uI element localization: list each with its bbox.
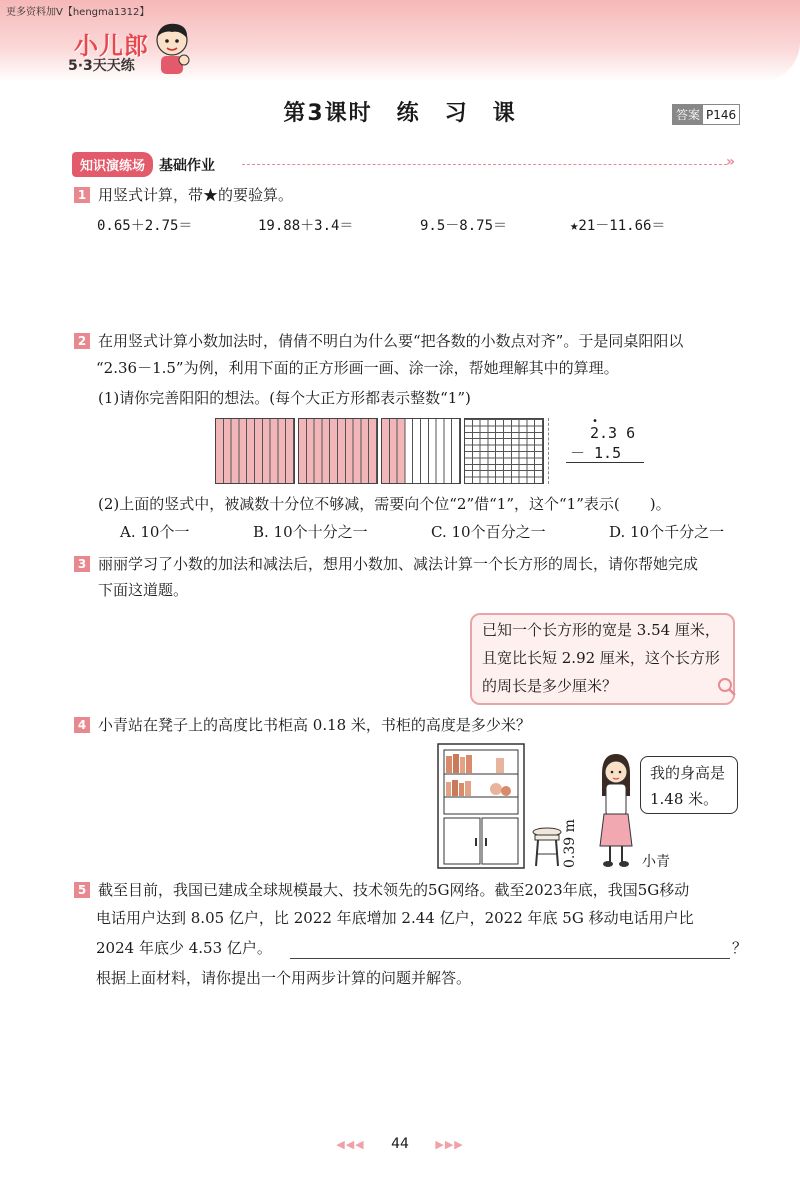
q2-option[interactable]: A. 10个一 xyxy=(120,523,190,541)
q5-line3: 2024 年底少 4.53 亿户。 xyxy=(96,939,272,957)
q2-option[interactable]: C. 10个百分之一 xyxy=(431,523,546,541)
q2-sub2: (2)上面的竖式中，被减数十分位不够减，需要向个位“2”借“1”，这个“1”表示( )。 xyxy=(98,495,671,513)
q3-line2: 下面这道题。 xyxy=(98,581,189,599)
answer-label: 答案 xyxy=(673,105,703,124)
q1-item: 9.5－8.75＝ xyxy=(420,218,508,234)
stool-height-label: 0.39 m xyxy=(562,819,578,868)
brand-series: 5·3天天练 xyxy=(68,58,135,74)
speech-line: 我的身高是 xyxy=(650,764,726,782)
lesson-title: 第3课时 练 习 课 xyxy=(283,101,517,126)
question-number: 3 xyxy=(74,556,90,572)
q5-question-mark: ？ xyxy=(732,939,748,957)
bubble-line: 且宽比长短 2.92 厘米，这个长方形 xyxy=(482,649,720,667)
section-tag: 知识演练场 xyxy=(72,152,153,177)
prev-arrows-icon: ◀◀◀ xyxy=(336,1138,365,1151)
magnifier-icon xyxy=(716,676,738,698)
q1-item: ★21－11.66＝ xyxy=(570,218,666,234)
bubble-line: 已知一个长方形的宽是 3.54 厘米， xyxy=(482,621,720,639)
question-number: 4 xyxy=(74,717,90,733)
bubble-line: 的周长是多少厘米？ xyxy=(482,677,618,695)
q5-line2: 电话用户达到 8.05 亿户，比 2022 年底增加 2.44 亿户，2022 年底 5G 移动电话用户比 xyxy=(96,909,694,927)
q4-text: 小青站在凳子上的高度比书柜高 0.18 米，书柜的高度是多少米？ xyxy=(98,716,531,734)
answer-page: P146 xyxy=(706,108,737,122)
girl-icon xyxy=(594,752,638,870)
girl-label: 小青 xyxy=(642,854,670,870)
unit-square-3 xyxy=(381,418,461,484)
q1-item: 0.65＋2.75＝ xyxy=(97,218,193,234)
q5-line4: 根据上面材料，请你提出一个用两步计算的问题并解答。 xyxy=(96,969,472,987)
vertical-row2: － 1.5 xyxy=(570,444,622,462)
brand-logo: 小儿郎 xyxy=(74,32,149,60)
unit-square-2 xyxy=(298,418,378,484)
next-arrows-icon: ▶▶▶ xyxy=(435,1138,464,1151)
top-note: 更多资料加V【hengma1312】 xyxy=(6,7,150,18)
question-blank-line[interactable] xyxy=(290,958,730,959)
q2-option[interactable]: B. 10个十分之一 xyxy=(253,523,368,541)
q1-item: 19.88＋3.4＝ xyxy=(258,218,354,234)
q2-option[interactable]: D. 10个千分之一 xyxy=(609,523,725,541)
hundred-grid-square xyxy=(464,418,544,484)
page-number: 44 xyxy=(391,1136,409,1152)
question-number: 1 xyxy=(74,187,90,203)
question-number: 5 xyxy=(74,882,90,898)
q2-sub1: (1)请你完善阳阳的想法。(每个大正方形都表示整数“1”) xyxy=(98,389,471,407)
section-header xyxy=(72,152,215,177)
section-arrow-icon: » xyxy=(726,154,736,170)
vertical-row1: 2.3 6 xyxy=(590,424,636,442)
unit-square-1 xyxy=(215,418,295,484)
q2-line1: 在用竖式计算小数加法时，倩倩不明白为什么要“把各数的小数点对齐”。于是同桌阳阳以 xyxy=(98,332,684,350)
q1-text: 用竖式计算，带★的要验算。 xyxy=(98,186,294,204)
borrow-dot: • xyxy=(592,416,599,427)
q2-line2: “2.36－1.5”为例，利用下面的正方形画一画、涂一涂，帮她理解其中的算理。 xyxy=(96,359,619,377)
page-footer xyxy=(0,1136,800,1152)
q3-line1: 丽丽学习了小数的加法和减法后，想用小数加、减法计算一个长方形的周长，请你帮她完成 xyxy=(98,555,699,573)
question-number: 2 xyxy=(74,333,90,349)
speech-line: 1.48 米。 xyxy=(650,790,719,808)
grid-divider xyxy=(548,418,549,484)
bookcase-icon xyxy=(436,742,526,870)
q5-line1: 截至目前，我国已建成全球规模最大、技术领先的5G网络。截至2023年底，我国5G移动 xyxy=(98,881,690,899)
answer-tag[interactable] xyxy=(672,104,740,125)
vertical-line xyxy=(566,462,644,463)
mascot-boy-icon xyxy=(150,20,194,78)
stool-icon xyxy=(530,826,564,868)
section-divider xyxy=(242,164,727,165)
section-subtitle: 基础作业 xyxy=(159,157,216,174)
